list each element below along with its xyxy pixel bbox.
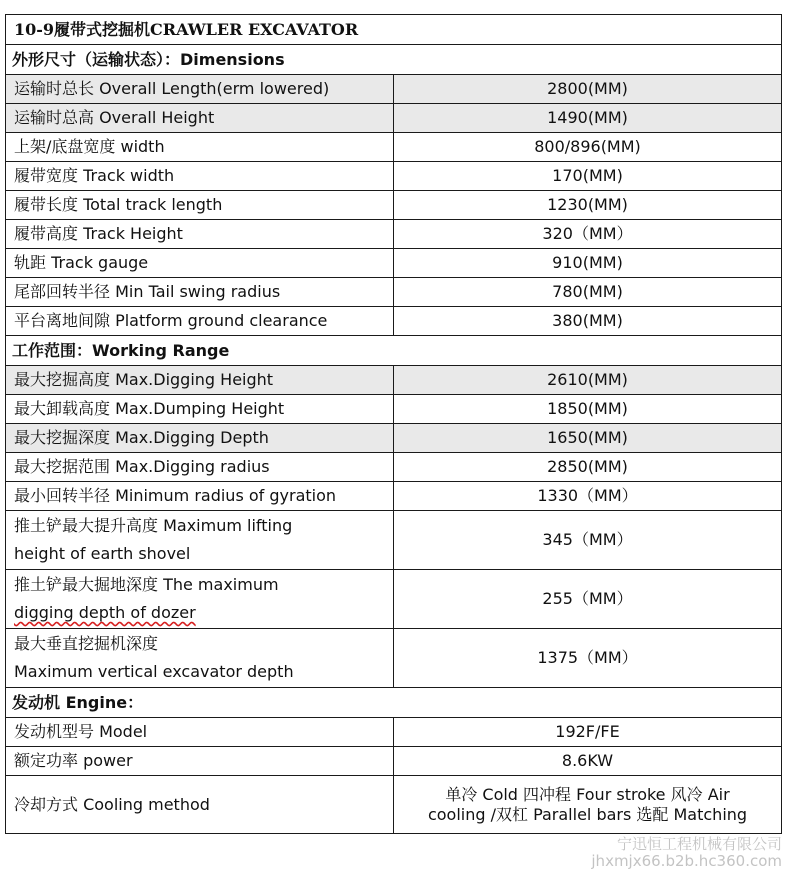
watermark-company: 宁迅恒工程机械有限公司 <box>616 835 782 853</box>
row-value: 2800(MM) <box>394 75 782 104</box>
table-title: 10-9履带式挖掘机CRAWLER EXCAVATOR <box>6 15 782 45</box>
row-label: 轨距 Track gauge <box>6 249 394 278</box>
row-label <box>6 511 394 570</box>
row-value: 8.6KW <box>394 747 782 776</box>
table-row <box>6 220 782 249</box>
row-value: 1490(MM) <box>394 104 782 133</box>
row-value: 255（MM） <box>394 570 782 629</box>
row-value-line: 单冷 Cold 四冲程 Four stroke 风冷 Air <box>445 784 730 804</box>
row-label: 履带长度 Total track length <box>6 191 394 220</box>
row-label: 运输时总高 Overall Height <box>6 104 394 133</box>
row-label: 最大挖掘高度 Max.Digging Height <box>6 366 394 395</box>
table-row <box>6 133 782 162</box>
row-label-line: Maximum vertical excavator depth <box>14 662 294 681</box>
row-value: 1330（MM） <box>394 482 782 511</box>
section-header-dimensions: 外形尺寸（运输状态）：Dimensions <box>6 45 782 75</box>
row-label <box>6 629 394 688</box>
row-label: 最大挖据范围 Max.Digging radius <box>6 453 394 482</box>
row-label: 平台离地间隙 Platform ground clearance <box>6 307 394 336</box>
table-row <box>6 307 782 336</box>
row-value: 192F/FE <box>394 718 782 747</box>
row-value: 1375（MM） <box>394 629 782 688</box>
table-row <box>6 162 782 191</box>
row-value: 170(MM) <box>394 162 782 191</box>
row-label-line: height of earth shovel <box>14 544 191 563</box>
section-header-row <box>6 688 782 718</box>
watermark-url: jhxmjx66.b2b.hc360.com <box>591 852 782 870</box>
row-label: 最大卸载高度 Max.Dumping Height <box>6 395 394 424</box>
row-value: 910(MM) <box>394 249 782 278</box>
row-value: 380(MM) <box>394 307 782 336</box>
row-value: 780(MM) <box>394 278 782 307</box>
row-value-line: cooling /双杠 Parallel bars 选配 Matching <box>427 804 748 824</box>
row-label: 上架/底盘宽度 width <box>6 133 394 162</box>
row-label-line: 推土铲最大掘地深度 The maximum <box>14 575 279 594</box>
spec-table <box>5 14 782 834</box>
table-row <box>6 366 782 395</box>
row-label: 尾部回转半径 Min Tail swing radius <box>6 278 394 307</box>
row-value: 1650(MM) <box>394 424 782 453</box>
table-row <box>6 424 782 453</box>
section-header-row <box>6 45 782 75</box>
row-label-line: 推土铲最大提升高度 Maximum lifting <box>14 516 293 535</box>
row-label: 最小回转半径 Minimum radius of gyration <box>6 482 394 511</box>
row-value: 345（MM） <box>394 511 782 570</box>
table-row <box>6 718 782 747</box>
table-row <box>6 278 782 307</box>
table-row <box>6 511 782 570</box>
row-value: 1230(MM) <box>394 191 782 220</box>
table-row <box>6 482 782 511</box>
table-row <box>6 395 782 424</box>
row-label-line: 最大垂直挖掘机深度 <box>14 634 159 653</box>
row-label: 履带宽度 Track width <box>6 162 394 191</box>
section-header-engine: 发动机 Engine： <box>6 688 782 718</box>
row-label: 冷却方式 Cooling method <box>6 776 394 834</box>
table-row <box>6 453 782 482</box>
row-label: 履带高度 Track Height <box>6 220 394 249</box>
row-label <box>6 570 394 629</box>
row-value <box>394 776 782 834</box>
table-row <box>6 776 782 834</box>
table-row <box>6 570 782 629</box>
section-header-working-range: 工作范围：Working Range <box>6 336 782 366</box>
title-row <box>6 15 782 45</box>
row-value: 1850(MM) <box>394 395 782 424</box>
section-header-row <box>6 336 782 366</box>
table-row <box>6 191 782 220</box>
table-row <box>6 629 782 688</box>
row-value: 320（MM） <box>394 220 782 249</box>
row-label: 发动机型号 Model <box>6 718 394 747</box>
table-row <box>6 104 782 133</box>
row-value: 2610(MM) <box>394 366 782 395</box>
row-value: 2850(MM) <box>394 453 782 482</box>
row-label: 最大挖掘深度 Max.Digging Depth <box>6 424 394 453</box>
table-row <box>6 75 782 104</box>
row-label: 额定功率 power <box>6 747 394 776</box>
watermark <box>591 836 782 870</box>
row-label: 运输时总长 Overall Length(erm lowered) <box>6 75 394 104</box>
table-row <box>6 249 782 278</box>
row-label-line: digging depth of dozer <box>14 603 196 622</box>
row-value: 800/896(MM) <box>394 133 782 162</box>
table-row <box>6 747 782 776</box>
